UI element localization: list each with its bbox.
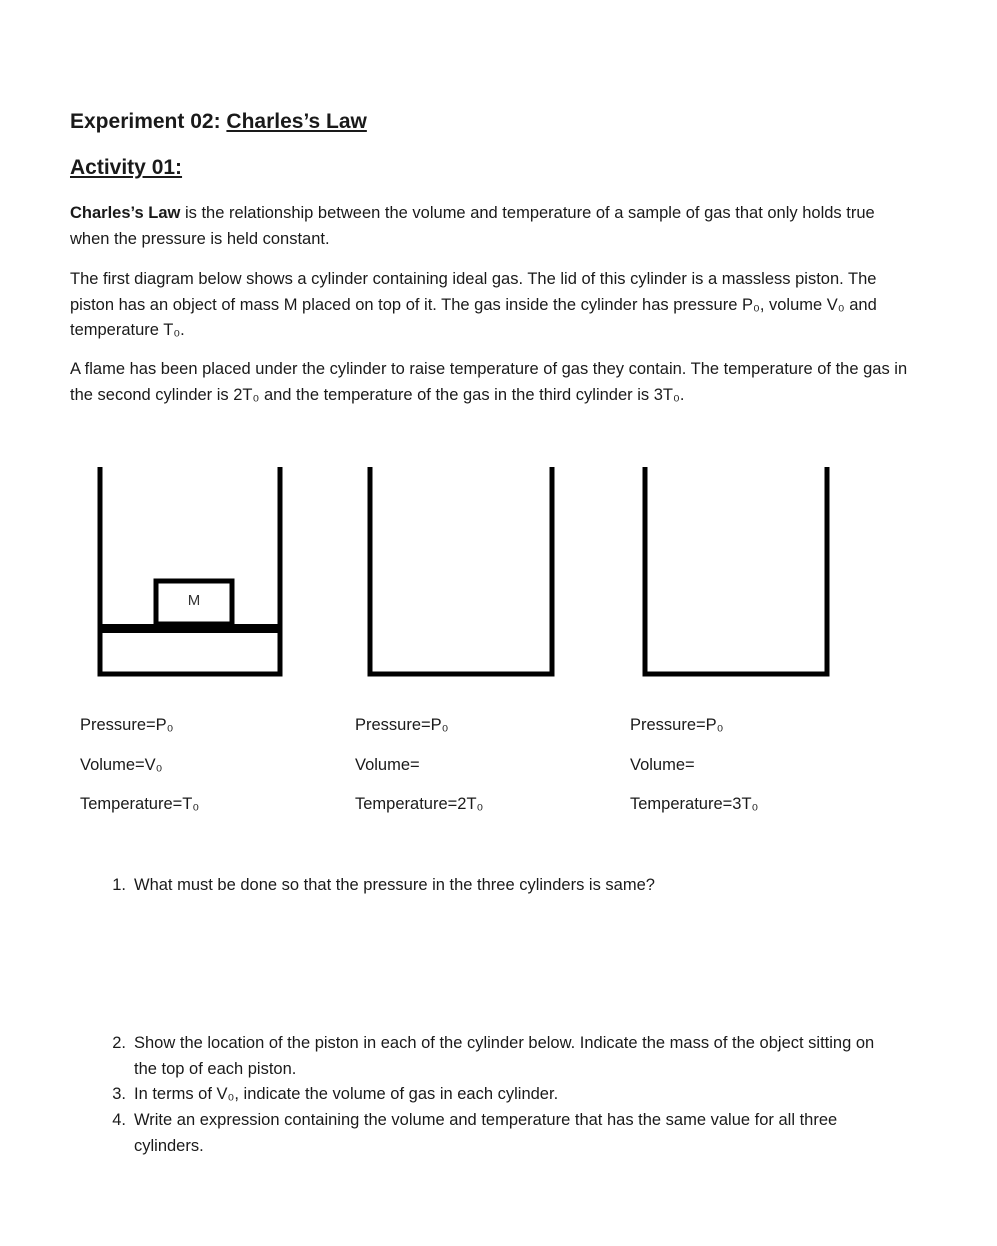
intro-paragraph-2: The first diagram below shows a cylinder containing ideal gas. The lid of this cylinder is a massless piston. The piston has an object of mass M placed on top of it. The gas inside the cylinder has pressure P₀, volume V₀ and temperature T₀. — [70, 270, 877, 339]
question-2 — [112, 1031, 894, 1082]
question-2-text: Show the location of the piston in each of the cylinder below. Indicate the mass of the object sitting on the top of each piston. — [134, 1034, 875, 1078]
question-1-text: What must be done so that the pressure in the three cylinders is same? — [134, 876, 655, 894]
cylinder-1 — [100, 467, 280, 674]
cylinder-3-volume: Volume= — [630, 756, 695, 774]
intro-paragraph-3: A flame has been placed under the cylinder to raise temperature of gas they contain. The temperature of the gas in the second cylinder is 2T₀ and the temperature of the gas in the third cylinder is 3T₀. — [70, 360, 908, 404]
cylinder-1-pressure: Pressure=P₀ — [80, 716, 174, 734]
question-4-text: Write an expression containing the volume and temperature that has the same value for all three cylinders. — [134, 1111, 838, 1155]
cylinder-1-temperature: Temperature=T₀ — [80, 795, 200, 813]
cylinder-2 — [370, 467, 552, 674]
cylinder-2-pressure: Pressure=P₀ — [355, 716, 449, 734]
activity-heading: Activity 01: — [70, 156, 183, 179]
question-2-number: 2. — [112, 1034, 126, 1052]
question-3-number: 3. — [112, 1085, 126, 1103]
question-1 — [112, 873, 894, 899]
cylinders-diagram — [0, 440, 997, 700]
question-4 — [112, 1108, 894, 1159]
charles-law-term: Charles’s Law — [70, 204, 181, 222]
cylinder-1-walls — [100, 467, 280, 674]
question-3-text: In terms of V₀, indicate the volume of gas in each cylinder. — [134, 1085, 559, 1103]
heading-title: Charles’s Law — [226, 110, 367, 133]
intro-paragraph-1 — [70, 201, 910, 252]
question-3 — [112, 1082, 894, 1108]
cylinder-1-volume: Volume=V₀ — [80, 756, 163, 774]
cylinder-2-walls — [370, 467, 552, 674]
cylinder-3-temperature: Temperature=3T₀ — [630, 795, 759, 813]
question-1-number: 1. — [112, 876, 126, 894]
cylinder-3-walls — [645, 467, 827, 674]
question-4-number: 4. — [112, 1111, 126, 1129]
charles-law-definition: is the relationship between the volume and temperature of a sample of gas that only holds true when the pressure is held constant. — [70, 204, 875, 248]
cylinder-3 — [645, 467, 827, 674]
mass-label: M — [187, 592, 201, 609]
cylinder-3-pressure: Pressure=P₀ — [630, 716, 724, 734]
cylinder-2-temperature: Temperature=2T₀ — [355, 795, 484, 813]
cylinder-2-volume: Volume= — [355, 756, 420, 774]
experiment-heading — [70, 110, 367, 134]
heading-prefix: Experiment 02: — [70, 110, 227, 133]
